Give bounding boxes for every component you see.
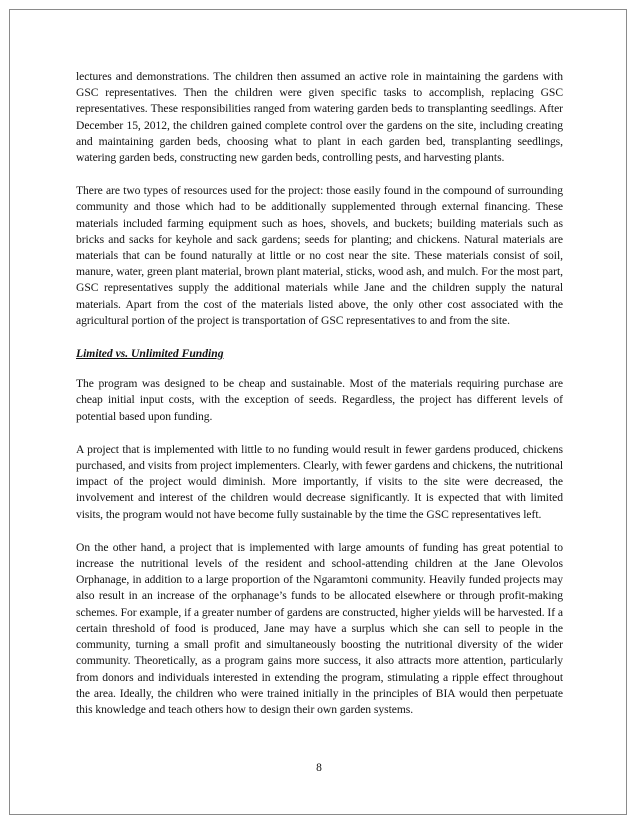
paragraph-children-role: lectures and demonstrations. The children then assumed an active role in maintaining the gardens with GSC representatives. Then the children were given specific tasks to accomplish, replacing GSC representatives. These responsibilities ranged from watering garden beds to transplanting seedlings. After December 15, 2012, the children gained complete control over the gardens on the site, including creating and maintaining garden beds, choosing what to plant in each garden bed, transplanting seedlings, watering garden beds, constructing new garden beds, controlling pests, and harvesting plants. <box>76 70 563 165</box>
paragraph-limited-funding: A project that is implemented with little to no funding would result in fewer gardens produced, chickens purchased, and visits from project implementers. Clearly, with fewer gardens and chickens, the nutritional impact of the project would diminish. More importantly, if visits to the site were decreased, the involvement and interest of the children would decrease significantly. It is expected that with limited visits, the program would not have become fully sustainable by the time the GSC representatives left. <box>76 442 563 521</box>
paragraph-resources: There are two types of resources used for the project: those easily found in the compound of surrounding community and those which had to be additionally supplemented through external financing. These materials included farming equipment such as hoes, shovels, and buckets; building materials such as bricks and sacks for keyhole and sack gardens; seeds for planting; and chickens. Natural materials are materials that can be found naturally at little or no cost near the site. These materials consist of soil, manure, water, green plant material, brown plant material, sticks, wood ash, and mulch. For the most part, GSC representatives supply the additional materials while Jane and the children supply the natural materials. Apart from the cost of the materials listed above, the only other cost associated with the agricultural portion of the project is transportation of GSC representatives to and from the site. <box>76 184 563 327</box>
page-body <box>76 69 563 735</box>
paragraph-program-design: The program was designed to be cheap and sustainable. Most of the materials requiring purchase are cheap initial input costs, with the exception of seeds. Regardless, the project has different levels of potential based upon funding. <box>76 377 563 423</box>
paragraph-large-funding: On the other hand, a project that is implemented with large amounts of funding has great potential to increase the nutritional levels of the resident and school-attending children at the Jane Olevolos Orphanage, in addition to a large proportion of the Ngaramtoni community. Heavily funded projects may also result in an increase of the orphanage’s funds to be allocated elsewhere or through profit-making schemes. For example, if a greater number of gardens are constructed, higher yields will be harvested. If a certain threshold of food is produced, Jane may have a surplus which she can sell to people in the community, turning a small profit and simultaneously boosting the nutritional diversity of the wider community. Theoretically, as a program gains more success, it also attracts more attention, particularly from donors and individuals interested in extending the program, stimulating a ripple effect throughout the area. Ideally, the children who were trained initially in the principles of BIA would then perpetuate this knowledge and teach others how to design their own garden systems. <box>76 540 563 716</box>
page-number: 8 <box>316 762 322 774</box>
section-heading: Limited vs. Unlimited Funding <box>76 347 224 361</box>
